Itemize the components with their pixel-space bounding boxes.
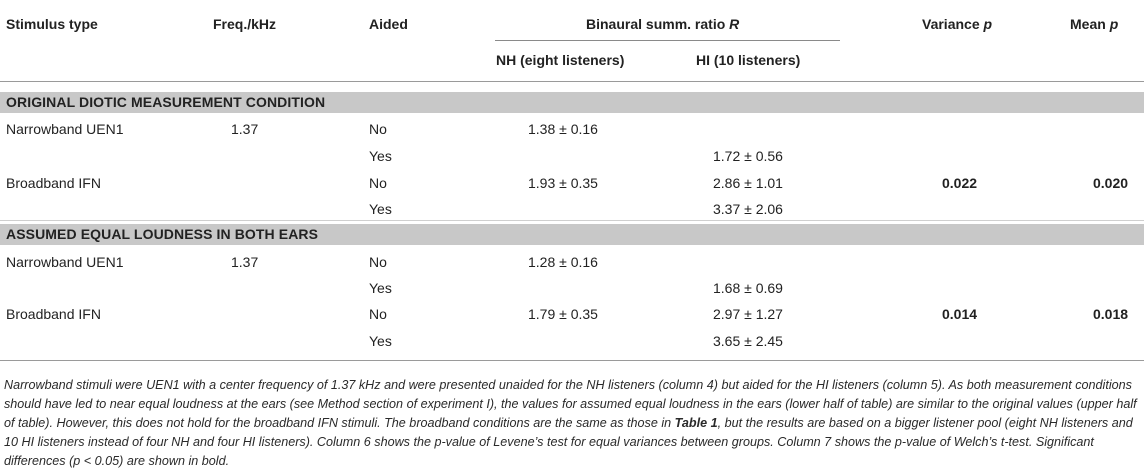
footnote-table-ref[interactable]: Table 1 [674, 416, 718, 430]
mean-label: Mean [1070, 16, 1106, 32]
cell-aided: No [369, 254, 387, 270]
cell-hi: 1.68 ± 0.69 [713, 280, 783, 296]
cell-aided: No [369, 306, 387, 322]
cell-aided: No [369, 175, 387, 191]
header-rule [0, 81, 1144, 82]
section-band-equal-loudness [0, 224, 1144, 245]
col-header-mean [1070, 16, 1118, 32]
cell-nh: 1.93 ± 0.35 [528, 175, 598, 191]
col-header-aided: Aided [369, 16, 408, 32]
cell-stimulus: Broadband IFN [6, 306, 101, 322]
section-title-original: ORIGINAL DIOTIC MEASUREMENT CONDITION [6, 94, 326, 110]
row-divider [0, 220, 1144, 221]
cell-stimulus: Narrowband UEN1 [6, 254, 124, 270]
cell-hi: 3.37 ± 2.06 [713, 201, 783, 217]
cell-freq: 1.37 [231, 121, 259, 137]
section-band-original [0, 92, 1144, 113]
cell-freq: 1.37 [231, 254, 259, 270]
cell-mean: 0.018 [1093, 306, 1129, 322]
cell-nh: 1.79 ± 0.35 [528, 306, 598, 322]
cell-hi: 2.97 ± 1.27 [713, 306, 783, 322]
cell-nh: 1.38 ± 0.16 [528, 121, 598, 137]
cell-aided: Yes [369, 148, 392, 164]
cell-aided: No [369, 121, 387, 137]
cell-hi: 1.72 ± 0.56 [713, 148, 783, 164]
section-title-equal-loudness: ASSUMED EQUAL LOUDNESS IN BOTH EARS [6, 226, 319, 242]
variance-label: Variance [922, 16, 980, 32]
table-bottom-rule [0, 360, 1144, 361]
col-header-freq: Freq./kHz [213, 16, 277, 32]
col-header-variance [922, 16, 992, 32]
cell-hi: 2.86 ± 1.01 [713, 175, 783, 191]
cell-stimulus: Broadband IFN [6, 175, 101, 191]
col-header-binaural-ratio [586, 16, 739, 32]
ratio-header-underline [495, 40, 840, 41]
cell-variance: 0.022 [942, 175, 978, 191]
binaural-ratio-symbol: R [729, 16, 740, 32]
cell-nh: 1.28 ± 0.16 [528, 254, 598, 270]
cell-aided: Yes [369, 280, 392, 296]
col-header-nh: NH (eight listeners) [496, 52, 625, 68]
cell-hi: 3.65 ± 2.45 [713, 333, 783, 349]
cell-mean: 0.020 [1093, 175, 1129, 191]
table-footnote [4, 376, 1140, 471]
footnote-text-part1: Narrowband stimuli were UEN1 with a center frequency of 1.37 kHz and were presented unaided for the NH listeners (column 4) but aided for the HI listeners (column 5). As both measurement conditions should have led to near equal loudness at the ears (see Method section of experiment I), the values for assumed equal loudness in the ears (lower half of table) are similar to the original values (upper half of table). However, this does not hold for the broadband IFN stimuli. The broadband conditions are the same as those in [4, 378, 1137, 430]
cell-aided: Yes [369, 333, 392, 349]
cell-stimulus: Narrowband UEN1 [6, 121, 124, 137]
cell-aided: Yes [369, 201, 392, 217]
mean-symbol: p [1109, 16, 1119, 32]
binaural-ratio-label: Binaural summ. ratio [586, 16, 726, 32]
cell-variance: 0.014 [942, 306, 978, 322]
footnote-text-part2: , but the results are based on a bigger listener pool (eight NH listeners and 10 HI listeners instead of four NH and four HI listeners). Column 6 shows the p-value of Levene’s test for equal variances between groups. Column 7 shows the p-value of Welch’s t-test. Significant differences (p < 0.05) are shown in bold. [4, 416, 1133, 468]
col-header-stimulus-type: Stimulus type [6, 16, 98, 32]
col-header-hi: HI (10 listeners) [696, 52, 801, 68]
variance-symbol: p [983, 16, 993, 32]
